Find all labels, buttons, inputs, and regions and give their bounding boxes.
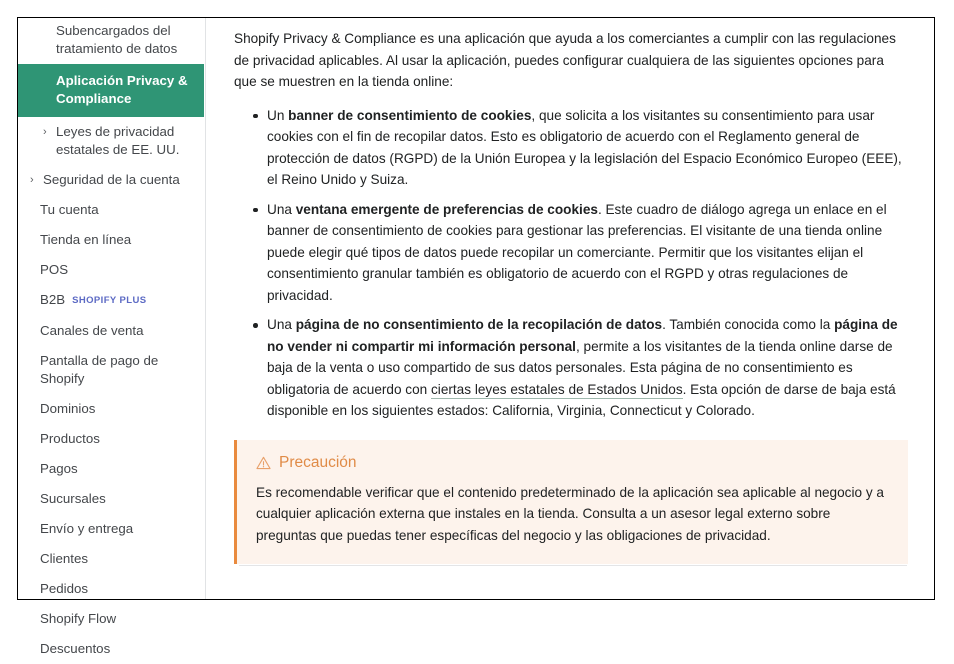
body-text: Un [267, 107, 289, 123]
sidebar-item-label: Dominios [40, 401, 96, 416]
feature-bullet-3 [253, 314, 908, 422]
sidebar-item-label: Productos [40, 431, 100, 446]
sidebar-item-5[interactable] [18, 195, 205, 225]
bold-text: ventana emergente de preferencias de cookies [295, 201, 598, 217]
feature-bullet-2 [253, 199, 908, 307]
body-text: , que solicita a los visitantes su consentimiento para usar cookies con el fin de recopilar datos. Esto es obligatorio de acuerdo con el Reglamento general de protección de datos (RGPD) de la Unión Europea y la legislación del Espacio Económico Europeo (EEE), el Reino Unido y Suiza. [267, 107, 902, 187]
caution-callout [234, 440, 908, 565]
sidebar-item-11[interactable] [18, 394, 205, 424]
sidebar-item-label: Pantalla de pago de Shopify [40, 353, 159, 386]
sidebar-navigation[interactable] [18, 18, 206, 656]
sidebar-item-1[interactable] [18, 16, 205, 64]
intro-paragraph: Shopify Privacy & Compliance es una aplicación que ayuda a los comerciantes a cumplir con las regulaciones de privacidad aplicables. Al usar la aplicación, puedes configurar cualquiera de las siguientes opciones para que se muestren en la tienda online: [234, 31, 896, 89]
sidebar-item-2[interactable] [18, 64, 204, 117]
body-text: Una [267, 201, 296, 217]
sidebar-item-3[interactable] [18, 117, 205, 165]
sidebar-item-7[interactable] [18, 255, 205, 285]
sidebar-item-4[interactable] [18, 165, 205, 195]
sidebar-item-label: Aplicación Privacy & Compliance [56, 73, 188, 106]
sidebar-item-16[interactable] [18, 544, 205, 574]
sidebar-item-label: Tienda en línea [40, 232, 132, 247]
caution-callout-title [256, 454, 888, 472]
sidebar-item-15[interactable] [18, 514, 205, 544]
sidebar-item-label: Sucursales [40, 491, 106, 506]
sidebar-item-label: POS [40, 262, 69, 277]
body-text: . También conocida como la [662, 317, 835, 332]
body-text: . Esta opción de darse de baja está disponible en los siguientes estados: California, Virginia, Connecticut y Colorado. [267, 381, 896, 418]
sidebar-item-9[interactable] [18, 316, 205, 346]
feature-bullet-1 [253, 105, 908, 191]
bold-text: página de no vender ni compartir mi información personal [267, 317, 898, 354]
sidebar-item-6[interactable] [18, 225, 205, 255]
sidebar-item-10[interactable] [18, 346, 205, 394]
sidebar-item-12[interactable] [18, 424, 205, 454]
chevron-right-icon: › [30, 174, 34, 186]
sidebar-nav-list [18, 16, 205, 664]
body-text: , permite a los visitantes de la tienda online darse de baja de la venta o uso compartido de sus datos personales. Esta página de no consentimiento es obligatoria de acuerdo con [267, 338, 893, 397]
page-columns [18, 18, 934, 656]
bold-text: página de no consentimiento de la recopilación de datos [295, 317, 663, 332]
browser-viewport-frame [17, 17, 935, 656]
sidebar-item-8[interactable] [18, 285, 205, 316]
inline-link-state-laws[interactable]: ciertas leyes estatales de Estados Unidos [431, 381, 683, 397]
sidebar-item-label: Shopify Flow [40, 611, 117, 626]
feature-bullet-list [234, 105, 908, 422]
sidebar-item-label: Leyes de privacidad estatales de EE. UU. [56, 124, 180, 157]
sidebar-item-label: B2B SHOPIFY PLUS [40, 292, 147, 307]
caution-callout-title-text: Precaución [279, 453, 357, 471]
sidebar-item-label: Tu cuenta [40, 202, 99, 217]
bold-text: banner de consentimiento de cookies [288, 107, 532, 123]
sidebar-item-label: Canales de venta [40, 323, 144, 338]
shopify-plus-badge: SHOPIFY PLUS [72, 295, 147, 306]
body-text: Una [267, 317, 296, 332]
sidebar-item-13[interactable] [18, 454, 205, 484]
sidebar-item-label: Clientes [40, 551, 89, 566]
sidebar-item-label: Pedidos [40, 581, 89, 596]
sidebar-item-14[interactable] [18, 484, 205, 514]
warning-triangle-icon [256, 456, 271, 470]
caution-callout-body: Es recomendable verificar que el contenido predeterminado de la aplicación sea aplicable al negocio y a cualquier aplicación externa que instales en la tienda. Consulta a un asesor legal externo sobre preguntas que puedas tener específicas del negocio y las obligaciones de privacidad. [256, 484, 884, 543]
sidebar-item-19[interactable] [18, 634, 205, 664]
sidebar-item-18[interactable] [18, 604, 205, 634]
sidebar-item-label: Descuentos [40, 641, 111, 656]
content-footer-divider [239, 565, 907, 566]
sidebar-item-label: Pagos [40, 461, 78, 476]
sidebar-item-label: Subencargados del tratamiento de datos [56, 23, 178, 56]
sidebar-item-label: Seguridad de la cuenta [43, 172, 180, 187]
chevron-right-icon: › [43, 126, 47, 138]
body-text: . Este cuadro de diálogo agrega un enlace en el banner de consentimiento de cookies para gestionar las preferencias. El visitante de una tienda online puede elegir qué tipos de datos puede recopilar un comerciante. Permitir que los visitantes elijan el consentimiento granular también es obligatorio de acuerdo con el RGPD y otras regulaciones de privacidad. [267, 201, 887, 303]
article-content [206, 18, 934, 599]
sidebar-item-label: Envío y entrega [40, 521, 134, 536]
sidebar-item-17[interactable] [18, 574, 205, 604]
